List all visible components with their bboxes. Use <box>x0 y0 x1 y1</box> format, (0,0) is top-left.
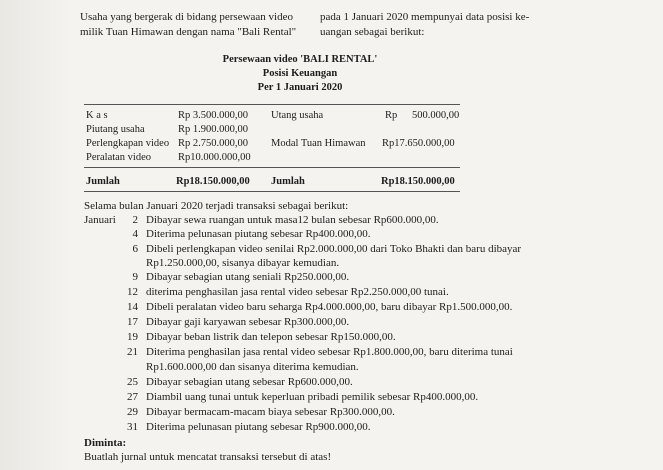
total-right-value: Rp18.150.000,00 <box>381 176 455 187</box>
transaction-date: 12 <box>127 286 138 298</box>
total-left-label: Jumlah <box>86 176 120 187</box>
asset-value: Rp10.000.000,00 <box>178 152 251 163</box>
transaction-date: 29 <box>127 406 138 418</box>
total-left-value: Rp18.150.000,00 <box>176 176 250 187</box>
asset-name: K a s <box>86 110 108 121</box>
transaction-text: diterima penghasilan jasa rental video sebesar Rp2.250.000,00 tunai. <box>146 286 449 298</box>
transaction-date: 14 <box>127 301 138 313</box>
asset-value: Rp 3.500.000,00 <box>178 110 249 121</box>
intro-line-1a: Usaha yang bergerak di bidang persewaan video <box>80 11 293 23</box>
transaction-text: Dibayar sewa ruangan untuk masa12 bulan sebesar Rp600.000,00. <box>146 214 439 226</box>
transaction-text: Dibayar bermacam-macam biaya sebesar Rp300.000,00. <box>146 406 395 418</box>
asset-name: Perlengkapan video <box>86 138 170 149</box>
transaction-date: 19 <box>127 331 138 343</box>
task-text: Buatlah jurnal untuk mencatat transaksi tersebut di atas! <box>84 451 332 463</box>
balance-bottom-rule <box>84 191 460 192</box>
transaction-date: 9 <box>132 271 138 283</box>
total-right-label: Jumlah <box>271 176 305 187</box>
asset-name: Piutang usaha <box>86 124 145 135</box>
liability-value: 500.000,00 <box>412 110 460 121</box>
transaction-text: Dibayar sebagian utang seniali Rp250.000,00. <box>146 271 350 283</box>
intro-line-1b: pada 1 Januari 2020 mempunyai data posisi ke- <box>320 11 530 23</box>
intro-line-2b: uangan sebagai berikut: <box>320 26 425 38</box>
liability-currency: Rp <box>385 110 398 121</box>
transaction-text: Dibeli perlengkapan video senilai Rp2.000.000,00 dari Toko Bhakti dan baru dibayar <box>146 243 522 255</box>
month-label: Januari <box>84 214 116 226</box>
transaction-text: Diterima penghasilan jasa rental video sebesar Rp1.800.000,00, baru diterima tunai <box>146 346 513 358</box>
balance-date: Per 1 Januari 2020 <box>257 82 343 93</box>
transaction-date: 17 <box>127 316 138 328</box>
transaction-date: 25 <box>127 376 138 388</box>
transaction-text-cont: Rp1.250.000,00, sisanya dibayar kemudian. <box>146 257 340 269</box>
asset-value: Rp 1.900.000,00 <box>178 124 249 135</box>
transaction-text: Diterima pelunasan piutang sebesar Rp900.000,00. <box>146 421 371 433</box>
equity-name: Modal Tuan Himawan <box>271 138 366 149</box>
transaction-date: 2 <box>132 214 138 226</box>
liability-name: Utang usaha <box>271 110 324 121</box>
asset-value: Rp 2.750.000,00 <box>178 138 249 149</box>
transaction-date: 21 <box>127 346 138 358</box>
asset-name: Peralatan video <box>86 152 152 163</box>
transaction-date: 4 <box>132 228 138 240</box>
transaction-date: 27 <box>127 391 138 403</box>
transaction-date: 31 <box>127 421 138 433</box>
balance-total-rule <box>84 167 460 168</box>
transaction-text: Dibeli peralatan video baru seharga Rp4.000.000,00, baru dibayar Rp1.500.000,00. <box>146 301 513 313</box>
page-shadow <box>0 0 70 470</box>
transaction-text: Diterima pelunasan piutang sebesar Rp400.000,00. <box>146 228 371 240</box>
task-heading: Diminta: <box>84 437 127 449</box>
transaction-text: Dibayar beban listrik dan telepon sebesar Rp150.000,00. <box>146 331 396 343</box>
transactions-intro: Selama bulan Januari 2020 terjadi transaksi sebagai berikut: <box>84 200 349 212</box>
transaction-text: Dibayar sebagian utang sebesar Rp600.000,00. <box>146 376 353 388</box>
balance-top-rule <box>84 104 460 105</box>
transaction-text: Diambil uang tunai untuk keperluan pribadi pemilik sebesar Rp400.000,00. <box>146 391 479 403</box>
transaction-text-cont: Rp1.600.000,00 dan sisanya diterima kemudian. <box>146 361 359 373</box>
equity-value: Rp17.650.000,00 <box>382 138 455 149</box>
balance-subtitle: Posisi Keuangan <box>262 68 338 79</box>
transaction-date: 6 <box>132 243 138 255</box>
balance-title: Persewaan video 'BALI RENTAL' <box>222 54 378 65</box>
intro-line-2a: milik Tuan Himawan dengan nama "Bali Rental" <box>80 26 297 38</box>
transaction-text: Dibayar gaji karyawan sebesar Rp300.000,00. <box>146 316 350 328</box>
